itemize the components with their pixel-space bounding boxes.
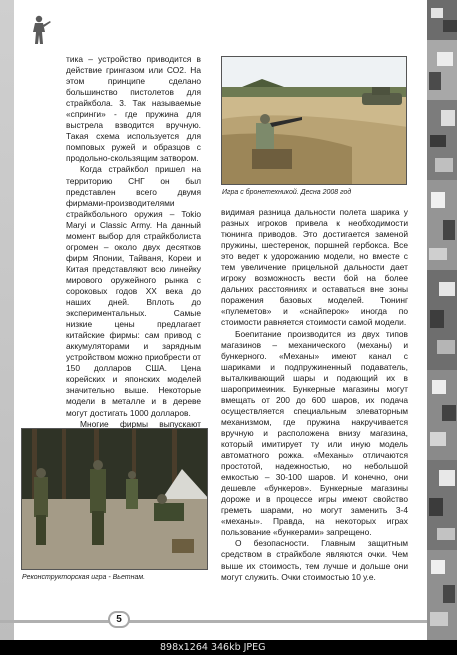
soldier-icon: [27, 15, 51, 45]
paragraph: Многие фирмы выпускают: [80, 418, 201, 429]
bottom-photo-caption: Реконструкторская игра - Вьетнам.: [22, 574, 146, 581]
top-photo-caption: Игра с бронетехникой. Десна 2008 год: [222, 189, 352, 196]
camouflage-strip: [427, 0, 457, 640]
paragraph: О безопасности. Главным защитным средством в страйкболе являются очки. Чем выше их стоимость, тем лучше и дольше они могут служить. Очки стоимостью 10 у.е.: [221, 538, 408, 582]
right-text-column: [221, 207, 408, 583]
page-number: 5: [108, 611, 130, 628]
vietnam-reenactment-photo: [21, 428, 208, 570]
paragraph: Боепитание производится из двух типов магазинов – механического (механы) и бункерного. «Механы» имеют канал с шариками и подпружиненный подаватель, выталкивающий шары и подающий их в шаропримеиник. Бункерные магазины могут вмещать от 200 до 600 шаров, их подача осуществляется специальным элеваторным механизмом, где пружина накручивается вручную и расположена внизу магазина, который имитирует ту или иную модель автоматного рожка. «Механы» отличаются простотой, надежностью, но небольшой емкостью – 30-100 шаров. И конечно, они дешевле «бункеров». Бункерные магазины дороже и в процессе игры имеют свойство греметь шарами, но могут заменить 3-4 «механы». Правда, на некоторых играх пользование «бункерами» запрещено.: [221, 328, 408, 538]
left-decorative-band: [0, 0, 14, 640]
header-emblem: [0, 0, 58, 52]
paragraph: видимая разница дальности полета шарика у разных игроков привела к необходимости тюнинга приводов. Это достигается заменой пружины, шестеренок, поршней гербокса. Все это ведет к удорожанию модели, но вместе с тем увеличение прицельной дальности дает игроку возможность вести бой на более дальних расстояниях и оставаться вне зоны поражения базовых моделей. Тюнинг «пулеметов» и «снайперок» иногда по стоимости равняется стоимости самой модели.: [221, 207, 408, 328]
footer-rule: [0, 620, 427, 623]
paragraph: тика – устройство приводится в действие грингазом или СО2. На этом принципе сделано большинство пистолетов для страйкбола. 3. Так называемые «спринги» - где пружина для выстрела взводится вручную. Такая схема используется для помповых ружей и образцов с продольно-скользящим затвором.: [66, 54, 201, 164]
image-viewer-info-bar: [0, 640, 457, 655]
paragraph: Когда страйкбол пришел на территорию СНГ он был представлен всего двумя фирмами-производителями страйкбольного оружия – Tokio Maryi и Classic Army. На данный момент выбор для страйкболиста огромен – около двух десятков фирм Японии, Тайваня, Кореи и Китая представляют всю линейку мирового оружейного рынка с сороковых годов XX века до наших дней. Вплоть до экспериментальных. Самые низкие цены предлагает китайские фирмы: сам привод с аккумуляторами и зарядным устройством можно приобрести от 150 долларов США. Цена корейских и японских моделей значительно выше. Некоторые модели в металле и в дереве могут достигать 1000 долларов.: [66, 164, 201, 418]
image-info-text: 898x1264 346kb JPEG: [160, 642, 266, 653]
armor-game-photo: [221, 56, 407, 185]
